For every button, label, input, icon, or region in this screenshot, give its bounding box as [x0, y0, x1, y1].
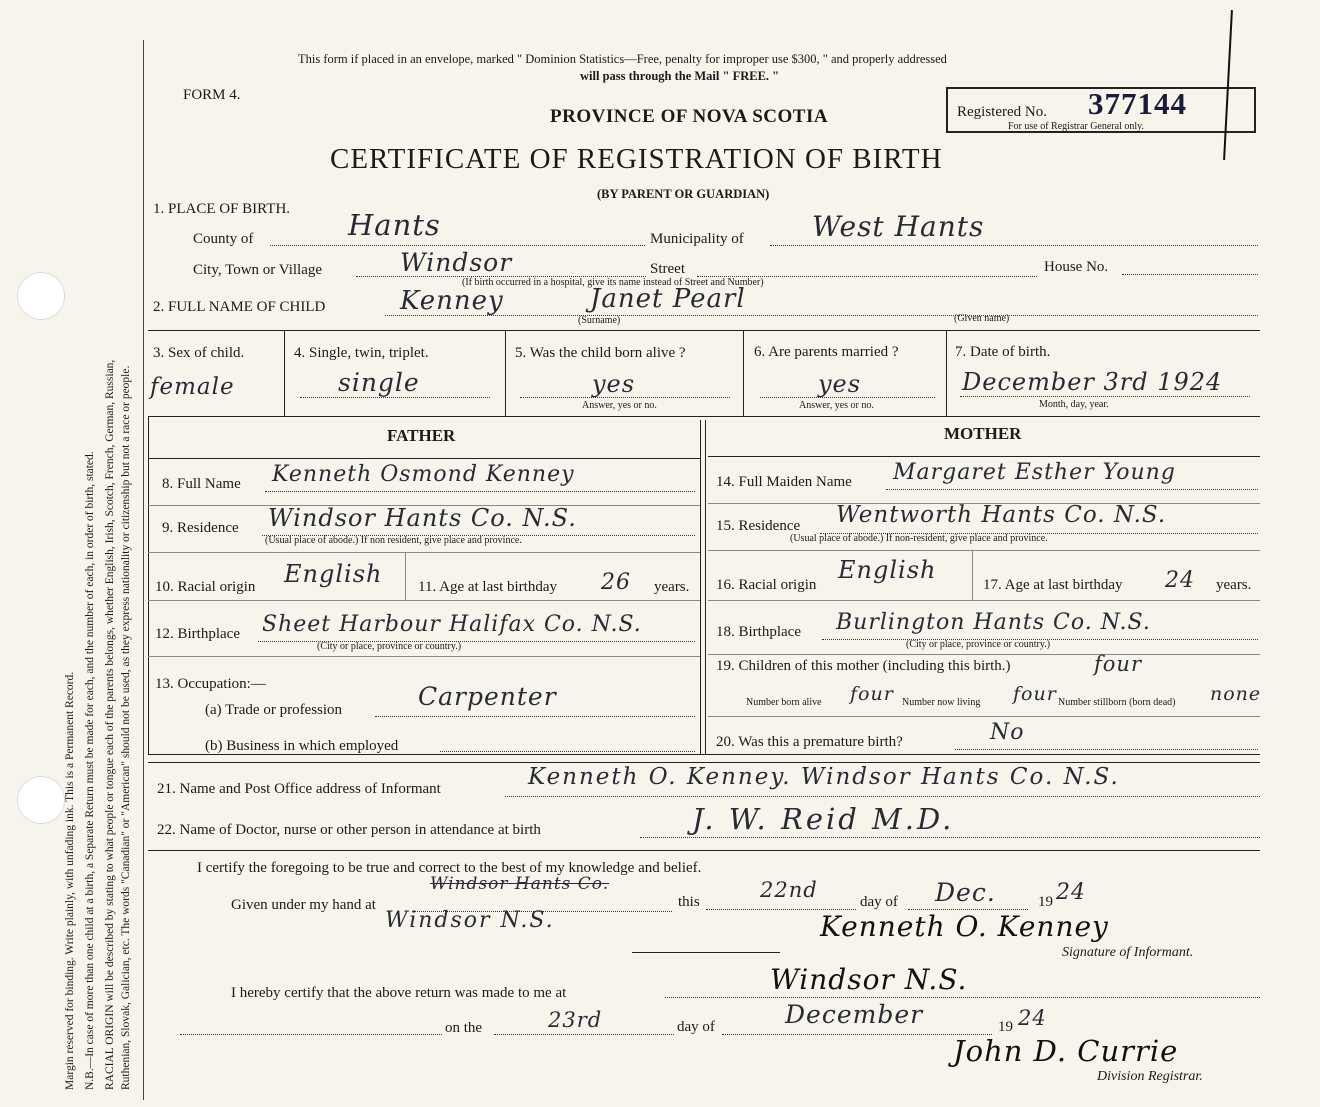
registrar-day: 23rd [548, 1008, 603, 1032]
father-birthplace-label: 12. Birthplace [155, 626, 240, 642]
province-heading: PROVINCE OF NOVA SCOTIA [550, 106, 829, 127]
father-residence-label: 9. Residence [162, 520, 239, 536]
child-given-name: Janet Pearl [590, 284, 746, 314]
born-alive-value: yes [592, 370, 636, 398]
registrar-place: Windsor N.S. [770, 963, 968, 996]
punch-hole-top [17, 272, 65, 320]
father-trade-value: Carpenter [418, 682, 557, 711]
father-racial-label: 10. Racial origin [155, 579, 256, 595]
father-name-value: Kenneth Osmond Kenney [272, 462, 575, 487]
document-subtitle: (BY PARENT OR GUARDIAN) [597, 187, 770, 201]
stillborn-label: Number stillborn (born dead) [1058, 697, 1176, 708]
certify-year-prefix: 19 [1038, 894, 1053, 910]
mother-age-value: 24 [1165, 568, 1195, 593]
registered-number-label: Registered No. [957, 104, 1047, 120]
father-birthplace-value: Sheet Harbour Halifax Co. N.S. [262, 612, 642, 637]
born-alive-label: 5. Was the child born alive ? [515, 345, 686, 361]
mother-children-label: 19. Children of this mother (including this birth.) [716, 658, 1011, 674]
mother-name-value: Margaret Esther Young [893, 460, 1176, 485]
given-place-top: Windsor Hants Co. [430, 874, 610, 894]
father-age-label: 11. Age at last birthday [418, 579, 557, 595]
this-label: this [678, 894, 700, 910]
given-under-hand-label: Given under my hand at [231, 897, 376, 913]
registrar-day-of-label: day of [677, 1019, 715, 1035]
mother-residence-value: Wentworth Hants Co. N.S. [836, 502, 1167, 528]
street-label: Street [650, 261, 685, 277]
sex-label: 3. Sex of child. [153, 345, 245, 361]
margin-note-binding: Margin reserved for binding. Write plainly, with unfading ink. This is a Permanent Record. [64, 671, 76, 1090]
father-age-years: years. [654, 579, 690, 595]
father-birthplace-note: (City or place, province or country.) [317, 641, 462, 652]
born-alive-count-label: Number born alive [746, 697, 822, 708]
margin-note-separate-return: N.B.—In case of more than one child at a birth, a Separate Return must be made for each, and the number of each, in order of birth, stated. [84, 451, 96, 1090]
municipality-value: West Hants [812, 210, 985, 243]
parents-married-note: Answer, yes or no. [799, 400, 874, 411]
mother-children-value: four [1094, 652, 1142, 676]
mother-age-label: 17. Age at last birthday [983, 577, 1123, 593]
mother-name-label: 14. Full Maiden Name [716, 474, 852, 490]
father-racial-value: English [284, 560, 383, 588]
place-of-birth-label: 1. PLACE OF BIRTH. [153, 201, 291, 217]
mother-birthplace-value: Burlington Hants Co. N.S. [836, 610, 1151, 635]
document-title: CERTIFICATE OF REGISTRATION OF BIRTH [330, 143, 943, 175]
informant-signature-label: Signature of Informant. [1062, 945, 1194, 960]
born-alive-count-value: four [850, 683, 894, 705]
registrar-statement: I hereby certify that the above return was made to me at [231, 985, 567, 1001]
registrar-month: December [785, 1000, 924, 1029]
child-name-label: 2. FULL NAME OF CHILD [153, 299, 326, 315]
certify-day-of-label: day of [860, 894, 898, 910]
registrar-title: Division Registrar. [1097, 1069, 1203, 1084]
father-occupation-label: 13. Occupation:— [155, 676, 266, 692]
date-of-birth-value: December 3rd 1924 [962, 368, 1223, 396]
father-abode-note: (Usual place of abode.) If non resident, give place and province. [265, 535, 522, 546]
county-value: Hants [348, 208, 441, 242]
now-living-value: four [1013, 683, 1057, 705]
premature-label: 20. Was this a premature birth? [716, 734, 903, 750]
father-trade-label: (a) Trade or profession [205, 702, 343, 718]
mother-age-years: years. [1216, 577, 1252, 593]
given-name-note: (Given name) [954, 313, 1010, 324]
margin-mark [1223, 10, 1233, 160]
certify-month: Dec. [935, 878, 996, 907]
margin-note-nationality: Ruthenian, Slovak, Galician, etc. The words "Canadian" or "American" should not be used, as they express nationality or citizenship but not a race or people. [120, 365, 132, 1090]
hospital-note: (If birth occurred in a hospital, give its name instead of Street and Number) [462, 277, 764, 288]
mother-residence-label: 15. Residence [716, 518, 801, 534]
child-surname: Kenney [400, 286, 504, 316]
informant-value: Kenneth O. Kenney. Windsor Hants Co. N.S. [528, 764, 1120, 790]
mother-abode-note: (Usual place of abode.) If non-resident, give place and province. [790, 533, 1048, 544]
mother-birthplace-note: (City or place, province or country.) [906, 639, 1051, 650]
mother-racial-label: 16. Racial origin [716, 577, 817, 593]
registered-number-value: 377144 [1088, 86, 1187, 121]
father-residence-value: Windsor Hants Co. N.S. [268, 504, 577, 532]
doctor-label: 22. Name of Doctor, nurse or other person in attendance at birth [157, 822, 541, 838]
certify-year: 24 [1056, 880, 1086, 905]
parents-married-label: 6. Are parents married ? [754, 344, 899, 360]
mail-notice-line2: will pass through the Mail " FREE. " [580, 69, 780, 83]
parents-married-value: yes [818, 370, 862, 398]
county-label: County of [193, 231, 254, 247]
city-value: Windsor [400, 248, 513, 277]
municipality-label: Municipality of [650, 231, 744, 247]
given-place-bottom: Windsor N.S. [385, 908, 555, 933]
born-alive-note: Answer, yes or no. [582, 400, 657, 411]
mother-birthplace-label: 18. Birthplace [716, 624, 801, 640]
stillborn-value: none [1210, 683, 1262, 705]
registrar-year: 24 [1018, 1006, 1047, 1030]
form-number: FORM 4. [183, 87, 241, 103]
informant-signature: Kenneth O. Kenney [820, 910, 1109, 943]
father-age-value: 26 [601, 570, 631, 595]
margin-note-racial-origin: RACIAL ORIGIN will be described by stating to what people or tongue each of the parents belongs, whether English, Irish, Scotch, French, German, Russian, [104, 359, 116, 1090]
father-name-label: 8. Full Name [162, 476, 241, 492]
date-of-birth-label: 7. Date of birth. [955, 344, 1051, 360]
mother-racial-value: English [838, 556, 937, 584]
plurality-value: single [338, 368, 420, 397]
house-number-label: House No. [1044, 259, 1109, 275]
mail-notice-line1: This form if placed in an envelope, marked " Dominion Statistics—Free, penalty for improper use $300, " and properly addressed [298, 52, 947, 66]
city-label: City, Town or Village [193, 262, 323, 278]
mother-heading: MOTHER [944, 424, 1022, 443]
registrar-signature: John D. Currie [953, 1034, 1179, 1068]
registered-number-note: For use of Registrar General only. [1008, 121, 1144, 132]
father-heading: FATHER [387, 426, 456, 445]
doctor-value: J. W. Reid M.D. [692, 802, 955, 836]
now-living-label: Number now living [902, 697, 981, 708]
father-business-label: (b) Business in which employed [205, 738, 399, 754]
sex-value: female [150, 374, 235, 400]
punch-hole-bottom [17, 776, 65, 824]
plurality-label: 4. Single, twin, triplet. [294, 345, 429, 361]
margin-border [143, 40, 144, 1100]
date-of-birth-note: Month, day, year. [1039, 399, 1109, 410]
certify-statement: I certify the foregoing to be true and correct to the best of my knowledge and belief. [197, 860, 702, 876]
surname-note: (Surname) [578, 315, 621, 326]
premature-value: No [990, 720, 1025, 745]
registrar-on-label: on the [445, 1020, 483, 1036]
certify-day: 22nd [760, 878, 818, 902]
registrar-year-prefix: 19 [998, 1019, 1013, 1035]
informant-label: 21. Name and Post Office address of Informant [157, 781, 441, 797]
